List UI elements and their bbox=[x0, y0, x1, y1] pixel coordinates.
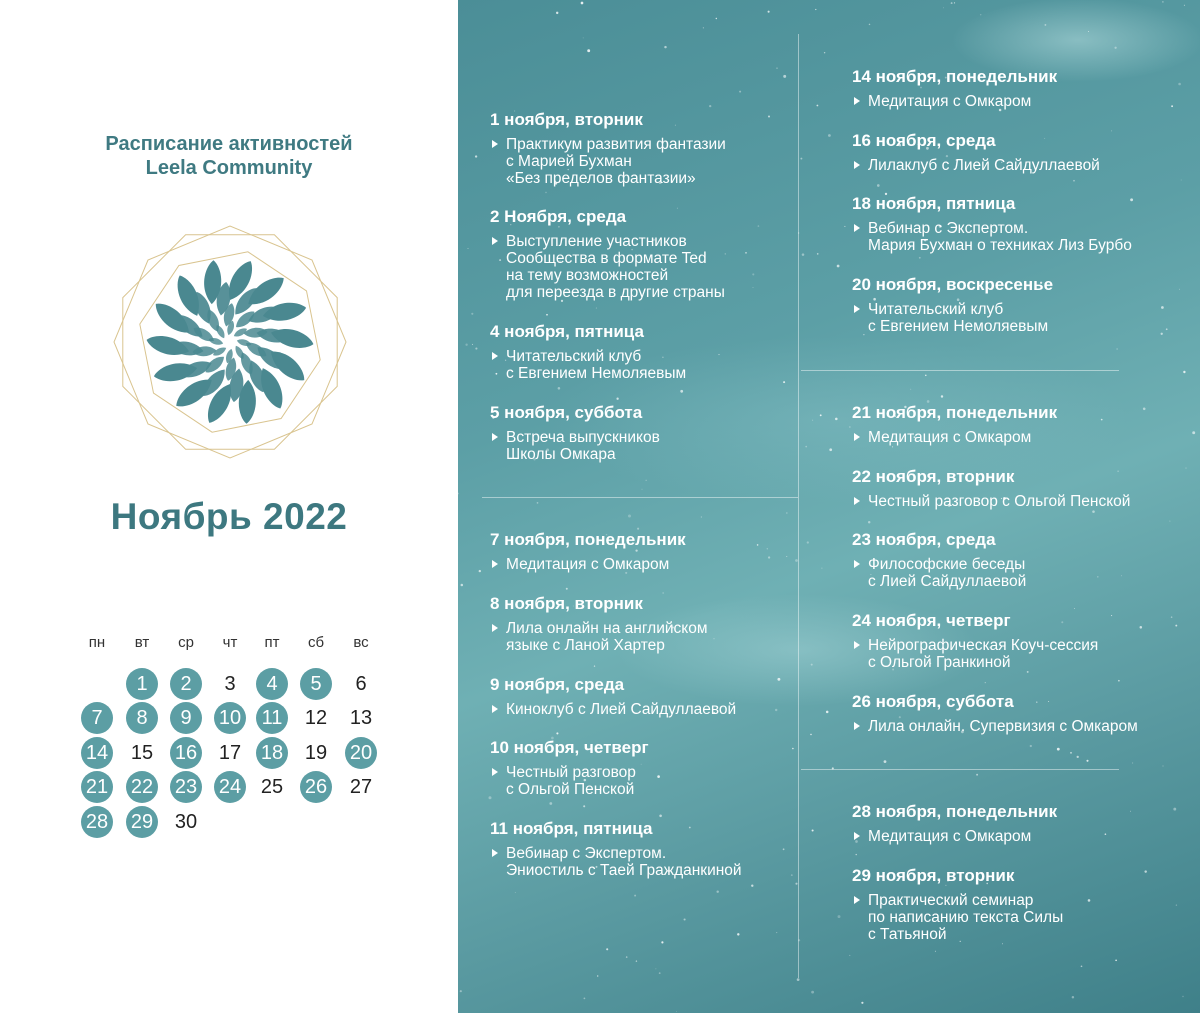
event-description bbox=[852, 429, 1192, 446]
star-dot bbox=[1162, 765, 1163, 766]
bullet-arrow-icon bbox=[492, 768, 498, 776]
event-description bbox=[852, 493, 1192, 510]
star-dot bbox=[791, 874, 793, 876]
star-dot bbox=[935, 951, 936, 952]
event-item bbox=[852, 866, 1192, 943]
star-dot bbox=[587, 49, 590, 52]
calendar-day-event: 14 bbox=[81, 737, 113, 769]
event-description-line: с Татьяной bbox=[868, 926, 947, 943]
star-dot bbox=[817, 253, 819, 255]
event-item bbox=[852, 802, 1192, 845]
star-dot bbox=[811, 664, 813, 666]
star-dot bbox=[824, 52, 825, 53]
star-dot bbox=[849, 955, 850, 956]
star-dot bbox=[1192, 431, 1195, 434]
star-dot bbox=[583, 37, 584, 38]
event-item bbox=[490, 530, 790, 573]
event-date: 28 ноября, понедельник bbox=[852, 802, 1058, 821]
star-dot bbox=[951, 2, 953, 4]
event-item bbox=[852, 194, 1192, 254]
event-date: 26 ноября, суббота bbox=[852, 692, 1014, 711]
calendar-day-event: 2 bbox=[170, 668, 202, 700]
star-dot bbox=[556, 732, 558, 734]
bullet-arrow-icon bbox=[492, 140, 498, 148]
star-dot bbox=[1118, 680, 1120, 682]
star-dot bbox=[739, 91, 741, 93]
calendar-day: 6 bbox=[355, 673, 367, 695]
event-item bbox=[852, 467, 1192, 510]
event-description-line: по написанию текста Силы bbox=[868, 909, 1064, 926]
star-dot bbox=[636, 960, 637, 961]
event-date: 11 ноября, пятница bbox=[490, 819, 653, 838]
star-dot bbox=[597, 975, 598, 976]
star-dot bbox=[556, 12, 558, 14]
calendar-day-event: 4 bbox=[256, 668, 288, 700]
event-description-line: с Евгением Немоляевым bbox=[506, 365, 687, 382]
calendar-day-event: 8 bbox=[126, 702, 158, 734]
event-description bbox=[852, 220, 1192, 254]
event-description-line: Вебинар с Экспертом. bbox=[868, 220, 1029, 237]
event-description-line: Философские беседы bbox=[868, 556, 1026, 573]
star-dot bbox=[829, 448, 832, 451]
star-dot bbox=[634, 895, 636, 897]
schedule-panel bbox=[458, 0, 1200, 1013]
star-dot bbox=[800, 158, 802, 160]
weekday-label: вт bbox=[134, 634, 150, 651]
star-dot bbox=[659, 815, 662, 818]
star-dot bbox=[892, 446, 893, 447]
star-dot bbox=[465, 344, 467, 346]
event-description bbox=[490, 136, 790, 187]
star-dot bbox=[869, 24, 871, 26]
divider-left bbox=[482, 497, 798, 498]
star-dot bbox=[479, 570, 481, 572]
star-dot bbox=[821, 568, 822, 569]
event-date: 7 ноября, понедельник bbox=[490, 530, 686, 549]
event-item bbox=[490, 322, 790, 382]
event-description-line: Честный разговор с Ольгой Пенской bbox=[868, 493, 1131, 510]
event-description-line: на тему возможностей bbox=[506, 267, 669, 284]
star-dot bbox=[475, 155, 477, 157]
calendar-day-event: 11 bbox=[256, 702, 288, 734]
event-date: 20 ноября, воскресенье bbox=[852, 275, 1054, 294]
event-description-line: Лилаклуб с Лией Сайдуллаевой bbox=[868, 157, 1100, 174]
event-date: 24 ноября, четверг bbox=[852, 611, 1011, 630]
bullet-arrow-icon bbox=[854, 560, 860, 568]
event-item bbox=[490, 207, 790, 301]
star-dot bbox=[1057, 748, 1060, 751]
event-item bbox=[852, 131, 1192, 174]
star-dot bbox=[828, 134, 831, 137]
bullet-arrow-icon bbox=[854, 832, 860, 840]
event-item bbox=[490, 594, 790, 654]
star-dot bbox=[475, 348, 477, 350]
star-dot bbox=[792, 748, 794, 750]
event-date: 29 ноября, вторник bbox=[852, 866, 1015, 885]
event-description bbox=[490, 556, 790, 573]
event-description bbox=[490, 233, 790, 301]
star-dot bbox=[549, 802, 552, 805]
event-item bbox=[490, 675, 790, 718]
event-description bbox=[490, 764, 790, 798]
event-description bbox=[852, 718, 1192, 735]
star-dot bbox=[596, 308, 597, 309]
star-dot bbox=[709, 105, 711, 107]
event-description bbox=[852, 556, 1192, 590]
star-dot bbox=[985, 682, 986, 683]
bullet-arrow-icon bbox=[854, 641, 860, 649]
event-date: 16 ноября, среда bbox=[852, 131, 996, 150]
star-dot bbox=[811, 991, 814, 994]
month-title: Ноябрь 2022 bbox=[110, 496, 348, 537]
weekday-label: пн bbox=[88, 634, 106, 651]
calendar-day-event: 20 bbox=[345, 737, 377, 769]
bullet-arrow-icon bbox=[854, 896, 860, 904]
star-dot bbox=[684, 918, 686, 920]
star-dot bbox=[1030, 745, 1032, 747]
event-item bbox=[852, 611, 1192, 671]
star-dot bbox=[1074, 608, 1075, 609]
star-dot bbox=[1073, 180, 1075, 182]
weekday-label: пт bbox=[264, 634, 280, 651]
star-dot bbox=[802, 253, 805, 256]
star-dot bbox=[1088, 31, 1089, 32]
calendar-day-event: 24 bbox=[214, 771, 246, 803]
event-date: 18 ноября, пятница bbox=[852, 194, 1016, 213]
star-dot bbox=[1092, 510, 1095, 513]
star-dot bbox=[655, 968, 656, 969]
star-dot bbox=[471, 313, 473, 315]
event-date: 22 ноября, вторник bbox=[852, 467, 1015, 486]
star-dot bbox=[606, 948, 608, 950]
event-description-line: Вебинар с Экспертом. bbox=[506, 845, 667, 862]
star-dot bbox=[545, 192, 546, 193]
event-date: 2 Ноября, среда bbox=[490, 207, 627, 226]
event-date: 9 ноября, среда bbox=[490, 675, 625, 694]
event-date: 14 ноября, понедельник bbox=[852, 67, 1058, 86]
bullet-arrow-icon bbox=[854, 305, 860, 313]
event-item bbox=[490, 110, 790, 187]
star-dot bbox=[820, 414, 822, 416]
event-description-line: Практикум развития фантазии bbox=[506, 136, 726, 153]
calendar-day-event: 26 bbox=[300, 771, 332, 803]
star-dot bbox=[919, 257, 921, 259]
calendar-day-event: 29 bbox=[126, 806, 158, 838]
star-dot bbox=[566, 588, 568, 590]
event-description-line: с Евгением Немоляевым bbox=[868, 318, 1049, 335]
event-item bbox=[852, 275, 1192, 335]
event-item bbox=[852, 692, 1192, 735]
bullet-arrow-icon bbox=[492, 560, 498, 568]
event-description-line: Лила онлайн на английском bbox=[506, 620, 708, 637]
star-dot bbox=[815, 9, 816, 10]
star-dot bbox=[1116, 348, 1117, 349]
calendar-day: 30 bbox=[174, 811, 198, 833]
event-description-line: Сообщества в формате Ted bbox=[506, 250, 707, 267]
calendar-day-event: 7 bbox=[81, 702, 113, 734]
star-dot bbox=[856, 854, 857, 855]
star-dot bbox=[584, 998, 586, 1000]
star-dot bbox=[941, 395, 943, 397]
bullet-arrow-icon bbox=[492, 849, 498, 857]
calendar-day-event: 10 bbox=[214, 702, 246, 734]
vertical-divider bbox=[798, 34, 799, 978]
star-dot bbox=[783, 75, 786, 78]
event-description bbox=[490, 620, 790, 654]
calendar-day: 15 bbox=[130, 742, 154, 764]
bullet-arrow-icon bbox=[492, 705, 498, 713]
star-dot bbox=[786, 513, 787, 514]
left-panel bbox=[0, 0, 458, 1013]
star-dot bbox=[835, 418, 838, 421]
bullet-arrow-icon bbox=[854, 722, 860, 730]
star-dot bbox=[1162, 1, 1164, 3]
bullet-arrow-icon bbox=[492, 624, 498, 632]
event-description bbox=[852, 301, 1192, 335]
star-dot bbox=[1002, 943, 1003, 944]
event-description-line: Школы Омкара bbox=[506, 446, 616, 463]
event-item bbox=[490, 403, 790, 463]
star-dot bbox=[546, 314, 548, 316]
event-description-line: с Ольгой Гранкиной bbox=[868, 654, 1011, 671]
star-dot bbox=[461, 584, 464, 587]
star-dot bbox=[583, 805, 585, 807]
star-dot bbox=[768, 11, 770, 13]
star-dot bbox=[628, 515, 631, 518]
star-dot bbox=[1086, 760, 1088, 762]
star-dot bbox=[458, 493, 459, 495]
star-dot bbox=[676, 1011, 677, 1012]
event-description bbox=[490, 845, 790, 879]
star-dot bbox=[810, 734, 811, 735]
star-dot bbox=[616, 398, 618, 400]
star-dot bbox=[884, 760, 887, 763]
event-date: 8 ноября, вторник bbox=[490, 594, 643, 613]
star-dot bbox=[558, 387, 561, 390]
event-description-line: Медитация с Омкаром bbox=[868, 93, 1032, 110]
event-description bbox=[852, 892, 1192, 943]
event-description bbox=[490, 348, 790, 382]
bullet-arrow-icon bbox=[854, 161, 860, 169]
event-description-line: Медитация с Омкаром bbox=[868, 828, 1032, 845]
star-dot bbox=[581, 2, 584, 5]
event-description-line: Медитация с Омкаром bbox=[506, 556, 670, 573]
star-dot bbox=[812, 420, 813, 421]
event-description-line: Выступление участников bbox=[506, 233, 687, 250]
star-dot bbox=[1115, 959, 1117, 961]
calendar-day-event: 16 bbox=[170, 737, 202, 769]
star-dot bbox=[1070, 752, 1072, 754]
star-dot bbox=[807, 541, 809, 543]
divider-right-2 bbox=[801, 769, 1119, 770]
star-dot bbox=[868, 521, 870, 523]
star-dot bbox=[737, 933, 739, 935]
event-description bbox=[852, 637, 1192, 671]
star-dot bbox=[716, 890, 718, 892]
star-dot bbox=[776, 68, 777, 69]
star-dot bbox=[1072, 996, 1074, 998]
event-item bbox=[852, 67, 1192, 110]
star-dot bbox=[980, 14, 981, 15]
star-dot bbox=[537, 502, 539, 504]
event-item bbox=[490, 819, 790, 879]
event-date: 10 ноября, четверг bbox=[490, 738, 649, 757]
star-dot bbox=[838, 915, 841, 918]
weekday-label: ср bbox=[178, 634, 194, 651]
star-dot bbox=[661, 941, 663, 943]
star-dot bbox=[642, 489, 643, 490]
event-description-line: Мария Бухман о техниках Лиз Бурбо bbox=[868, 237, 1132, 254]
star-dot bbox=[1114, 47, 1116, 49]
event-description-line: для переезда в другие страны bbox=[506, 284, 725, 301]
calendar-day-event: 9 bbox=[170, 702, 202, 734]
star-dot bbox=[976, 774, 978, 776]
star-dot bbox=[626, 956, 628, 958]
event-description-line: Честный разговор bbox=[506, 764, 636, 781]
calendar-day: 25 bbox=[260, 776, 284, 798]
event-description-line: с Марией Бухман bbox=[506, 153, 632, 170]
event-description bbox=[490, 429, 790, 463]
star-dot bbox=[646, 480, 647, 481]
weekday-label: чт bbox=[222, 634, 238, 651]
star-dot bbox=[943, 7, 944, 8]
star-dot bbox=[1169, 521, 1170, 522]
event-description-line: Медитация с Омкаром bbox=[868, 429, 1032, 446]
calendar-day-event: 28 bbox=[81, 806, 113, 838]
event-description-line: Читательский клуб bbox=[506, 348, 642, 365]
event-description-line: языке с Ланой Хартер bbox=[506, 637, 665, 654]
star-dot bbox=[812, 829, 814, 831]
weekday-label: вс bbox=[353, 634, 369, 651]
event-date: 23 ноября, среда bbox=[852, 530, 996, 549]
star-dot bbox=[1181, 179, 1182, 180]
star-dot bbox=[703, 27, 704, 28]
star-dot bbox=[467, 248, 468, 249]
event-description bbox=[852, 93, 1192, 110]
star-dot bbox=[472, 344, 473, 345]
calendar-day-event: 5 bbox=[300, 668, 332, 700]
event-description bbox=[852, 157, 1192, 174]
event-description bbox=[852, 828, 1192, 845]
event-description bbox=[490, 701, 790, 718]
star-dot bbox=[1184, 5, 1185, 6]
event-description-line: Встреча выпускников bbox=[506, 429, 660, 446]
star-dot bbox=[701, 517, 702, 518]
event-description-line: Лила онлайн. Супервизия с Омкаром bbox=[868, 718, 1138, 735]
event-date: 1 ноября, вторник bbox=[490, 110, 643, 129]
star-dot bbox=[1182, 996, 1183, 997]
calendar-day-event: 23 bbox=[170, 771, 202, 803]
star-dot bbox=[837, 265, 840, 268]
star-dot bbox=[877, 184, 880, 187]
month-calendar bbox=[0, 0, 458, 1013]
bullet-arrow-icon bbox=[854, 224, 860, 232]
star-dot bbox=[849, 426, 850, 427]
schedule-title-line2: Leela Community bbox=[145, 157, 313, 179]
bullet-arrow-icon bbox=[854, 97, 860, 105]
star-dot bbox=[751, 885, 753, 887]
star-dot bbox=[460, 990, 462, 992]
event-date: 21 ноября, понедельник bbox=[852, 403, 1058, 422]
calendar-day-event: 22 bbox=[126, 771, 158, 803]
star-dot bbox=[1132, 762, 1133, 763]
star-dot bbox=[680, 390, 683, 393]
event-date: 5 ноября, суббота bbox=[490, 403, 643, 422]
bullet-arrow-icon bbox=[854, 433, 860, 441]
bullet-arrow-icon bbox=[492, 433, 498, 441]
calendar-day: 12 bbox=[304, 707, 328, 729]
star-dot bbox=[805, 446, 807, 448]
event-description-line: Нейрографическая Коуч-сессия bbox=[868, 637, 1099, 654]
bullet-arrow-icon bbox=[492, 352, 498, 360]
event-description-line: Читательский клуб bbox=[868, 301, 1004, 318]
star-dot bbox=[716, 18, 717, 19]
event-description-line: с Ольгой Пенской bbox=[506, 781, 635, 798]
weekday-label: сб bbox=[307, 634, 325, 651]
calendar-day: 19 bbox=[304, 742, 328, 764]
divider-right-1 bbox=[801, 370, 1119, 371]
event-description-line: Киноклуб с Лией Сайдуллаевой bbox=[506, 701, 737, 718]
event-description-line: Практический семинар bbox=[868, 892, 1034, 909]
star-dot bbox=[861, 1002, 863, 1004]
star-dot bbox=[844, 226, 845, 227]
event-item bbox=[490, 738, 790, 798]
star-dot bbox=[816, 105, 818, 107]
star-dot bbox=[1081, 965, 1083, 967]
star-dot bbox=[797, 978, 800, 981]
star-dot bbox=[515, 892, 516, 893]
calendar-day: 13 bbox=[349, 707, 373, 729]
calendar-day-event: 1 bbox=[126, 668, 158, 700]
star-dot bbox=[776, 932, 777, 933]
calendar-day: 27 bbox=[349, 776, 373, 798]
event-description-line: Эниостиль с Таей Гражданкиной bbox=[506, 862, 742, 879]
star-dot bbox=[1044, 24, 1046, 26]
star-dot bbox=[1183, 371, 1185, 373]
star-dot bbox=[659, 972, 661, 974]
event-description-line: с Лией Сайдуллаевой bbox=[868, 573, 1027, 590]
event-date: 4 ноября, пятница bbox=[490, 322, 644, 341]
star-dot bbox=[664, 46, 666, 48]
event-item bbox=[852, 403, 1192, 446]
star-dot bbox=[826, 711, 829, 714]
bullet-arrow-icon bbox=[854, 497, 860, 505]
star-dot bbox=[954, 2, 955, 3]
event-description-line: «Без пределов фантазии» bbox=[506, 170, 696, 187]
bullet-arrow-icon bbox=[492, 237, 498, 245]
star-dot bbox=[594, 665, 595, 666]
calendar-day-event: 18 bbox=[256, 737, 288, 769]
star-dot bbox=[910, 389, 911, 390]
event-item bbox=[852, 530, 1192, 590]
calendar-day: 17 bbox=[218, 742, 242, 764]
schedule-title-line1: Расписание активностей bbox=[105, 133, 353, 155]
calendar-day-event: 21 bbox=[81, 771, 113, 803]
star-dot bbox=[1027, 671, 1029, 673]
star-dot bbox=[1077, 756, 1079, 758]
star-dot bbox=[925, 375, 926, 376]
calendar-day: 3 bbox=[224, 673, 236, 695]
